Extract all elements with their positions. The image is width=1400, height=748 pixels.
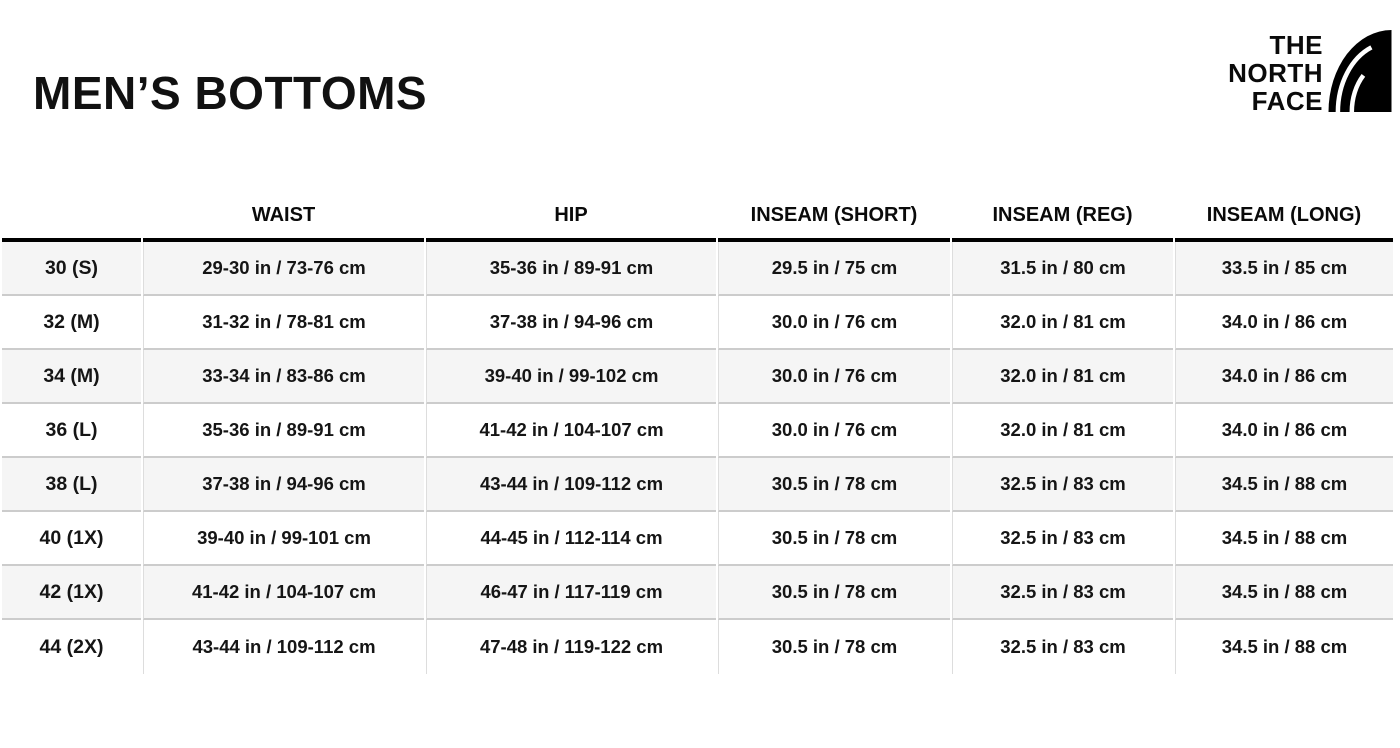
table-row-36l [2, 404, 1393, 458]
table-row-30s [2, 242, 1393, 296]
waist-cell: 35-36 in / 89-91 cm [143, 404, 424, 458]
inseam-reg-cell: 32.0 in / 81 cm [952, 350, 1173, 404]
inseam-reg-cell: 32.0 in / 81 cm [952, 404, 1173, 458]
table-row-44-2x [2, 620, 1393, 674]
inseam-short-cell: 29.5 in / 75 cm [718, 242, 950, 296]
inseam-long-cell: 34.0 in / 86 cm [1175, 404, 1393, 458]
inseam-short-cell: 30.5 in / 78 cm [718, 566, 950, 620]
hip-cell: 44-45 in / 112-114 cm [426, 512, 716, 566]
inseam-long-cell: 34.5 in / 88 cm [1175, 620, 1393, 674]
waist-cell: 43-44 in / 109-112 cm [143, 620, 424, 674]
inseam-long-cell: 34.0 in / 86 cm [1175, 296, 1393, 350]
page-header [0, 0, 1400, 192]
column-header-size [2, 192, 141, 242]
inseam-reg-cell: 32.5 in / 83 cm [952, 458, 1173, 512]
inseam-long-cell: 33.5 in / 85 cm [1175, 242, 1393, 296]
size-cell: 44 (2X) [39, 635, 104, 658]
hip-cell: 41-42 in / 104-107 cm [426, 404, 716, 458]
inseam-short-cell: 30.5 in / 78 cm [718, 512, 950, 566]
column-header-hip: HIP [426, 192, 716, 242]
hip-cell: 43-44 in / 109-112 cm [426, 458, 716, 512]
column-header-inseam-reg: INSEAM (REG) [952, 192, 1173, 242]
inseam-short-cell: 30.5 in / 78 cm [718, 458, 950, 512]
hip-cell: 47-48 in / 119-122 cm [426, 620, 716, 674]
half-dome-icon [1328, 30, 1392, 112]
inseam-long-cell: 34.0 in / 86 cm [1175, 350, 1393, 404]
waist-cell: 29-30 in / 73-76 cm [143, 242, 424, 296]
inseam-short-cell: 30.0 in / 76 cm [718, 404, 950, 458]
inseam-short-cell: 30.5 in / 78 cm [718, 620, 950, 674]
inseam-reg-cell: 32.0 in / 81 cm [952, 296, 1173, 350]
size-cell: 30 (S) [2, 242, 141, 296]
column-header-inseam-short: INSEAM (SHORT) [718, 192, 950, 242]
size-cell: 34 (M) [2, 350, 141, 404]
hip-cell: 37-38 in / 94-96 cm [426, 296, 716, 350]
inseam-reg-cell: 31.5 in / 80 cm [952, 242, 1173, 296]
logo-word-the: THE [1269, 30, 1323, 60]
size-cell: 32 (M) [2, 296, 141, 350]
table-row-38l [2, 458, 1393, 512]
logo-word-north: NORTH [1228, 58, 1323, 88]
inseam-long-cell: 34.5 in / 88 cm [1175, 458, 1393, 512]
size-cell: 42 (1X) [2, 566, 141, 620]
table-row-40-1x [2, 512, 1393, 566]
waist-cell: 31-32 in / 78-81 cm [143, 296, 424, 350]
table-row-32m [2, 296, 1393, 350]
inseam-short-cell: 30.0 in / 76 cm [718, 296, 950, 350]
hip-cell: 46-47 in / 117-119 cm [426, 566, 716, 620]
waist-cell: 37-38 in / 94-96 cm [143, 458, 424, 512]
table-row-42-1x [2, 566, 1393, 620]
table-row-34m [2, 350, 1393, 404]
column-header-inseam-long: INSEAM (LONG) [1175, 192, 1393, 242]
size-cell: 38 (L) [2, 458, 141, 512]
size-cell: 36 (L) [2, 404, 141, 458]
table-header-row [2, 192, 1393, 242]
north-face-logo-text [1228, 31, 1323, 115]
inseam-short-cell: 30.0 in / 76 cm [718, 350, 950, 404]
waist-cell: 41-42 in / 104-107 cm [143, 566, 424, 620]
inseam-long-cell: 34.5 in / 88 cm [1175, 512, 1393, 566]
page-title: MEN’S BOTTOMS [33, 67, 428, 119]
inseam-reg-cell: 32.5 in / 83 cm [952, 566, 1173, 620]
waist-cell: 33-34 in / 83-86 cm [143, 350, 424, 404]
waist-cell: 39-40 in / 99-101 cm [143, 512, 424, 566]
column-header-waist: WAIST [143, 192, 424, 242]
logo-word-face: FACE [1251, 86, 1323, 116]
inseam-long-cell: 34.5 in / 88 cm [1175, 566, 1393, 620]
inseam-reg-cell: 32.5 in / 83 cm [952, 620, 1173, 674]
north-face-logo [1228, 30, 1392, 115]
hip-cell: 35-36 in / 89-91 cm [426, 242, 716, 296]
hip-cell: 39-40 in / 99-102 cm [426, 350, 716, 404]
inseam-reg-cell: 32.5 in / 83 cm [952, 512, 1173, 566]
size-cell: 40 (1X) [2, 512, 141, 566]
size-chart-table [0, 192, 1395, 674]
